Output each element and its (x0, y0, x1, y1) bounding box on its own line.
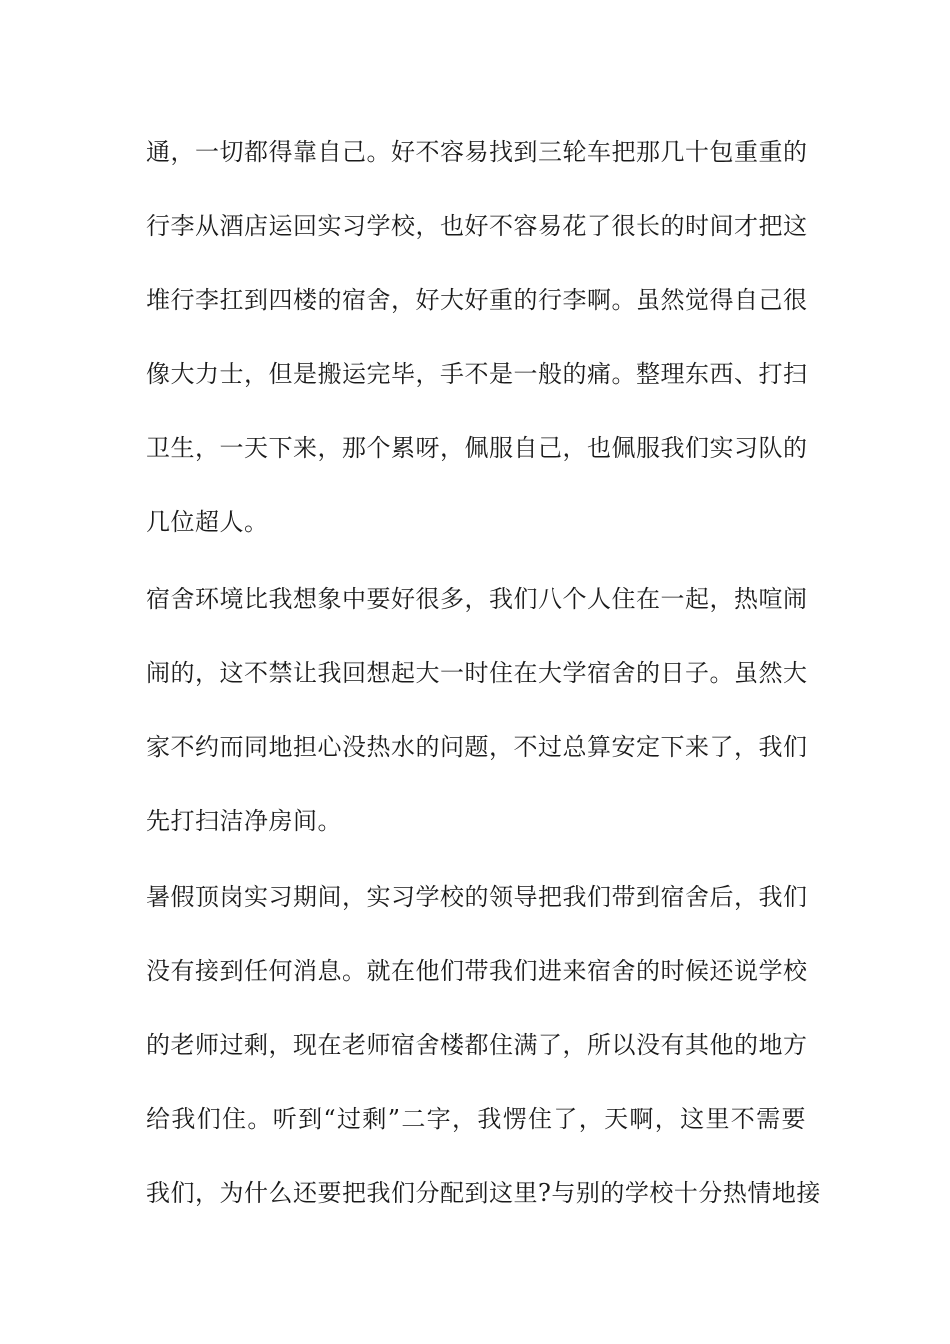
text-line: 给我们住。听到“过剩”二字，我愣住了，天啊，这里不需要 (146, 1105, 806, 1133)
text-line: 卫生，一天下来，那个累呀，佩服自己，也佩服我们实习队的 (146, 434, 808, 462)
text-line: 家不约而同地担心没热水的问题，不过总算安定下来了，我们 (146, 733, 808, 761)
text-line: 闹的，这不禁让我回想起大一时住在大学宿舍的日子。虽然大 (146, 659, 808, 687)
text-line: 我们，为什么还要把我们分配到这里?与别的学校十分热情地接 (146, 1179, 821, 1207)
text-line: 行李从酒店运回实习学校，也好不容易花了很长的时间才把这 (146, 212, 808, 240)
text-line: 堆行李扛到四楼的宿舍，好大好重的行李啊。虽然觉得自己很 (146, 286, 808, 314)
text-line: 先打扫洁净房间。 (146, 807, 342, 835)
text-line: 像大力士，但是搬运完毕，手不是一般的痛。整理东西、打扫 (146, 360, 808, 388)
text-line: 暑假顶岗实习期间，实习学校的领导把我们带到宿舍后，我们 (146, 883, 808, 911)
text-line: 没有接到任何消息。就在他们带我们进来宿舍的时候还说学校 (146, 957, 808, 985)
text-line: 宿舍环境比我想象中要好很多，我们八个人住在一起，热喧闹 (146, 585, 808, 613)
text-line: 的老师过剩，现在老师宿舍楼都住满了，所以没有其他的地方 (146, 1031, 808, 1059)
text-line: 几位超人。 (146, 508, 269, 536)
text-line: 通，一切都得靠自己。好不容易找到三轮车把那几十包重重的 (146, 138, 808, 166)
